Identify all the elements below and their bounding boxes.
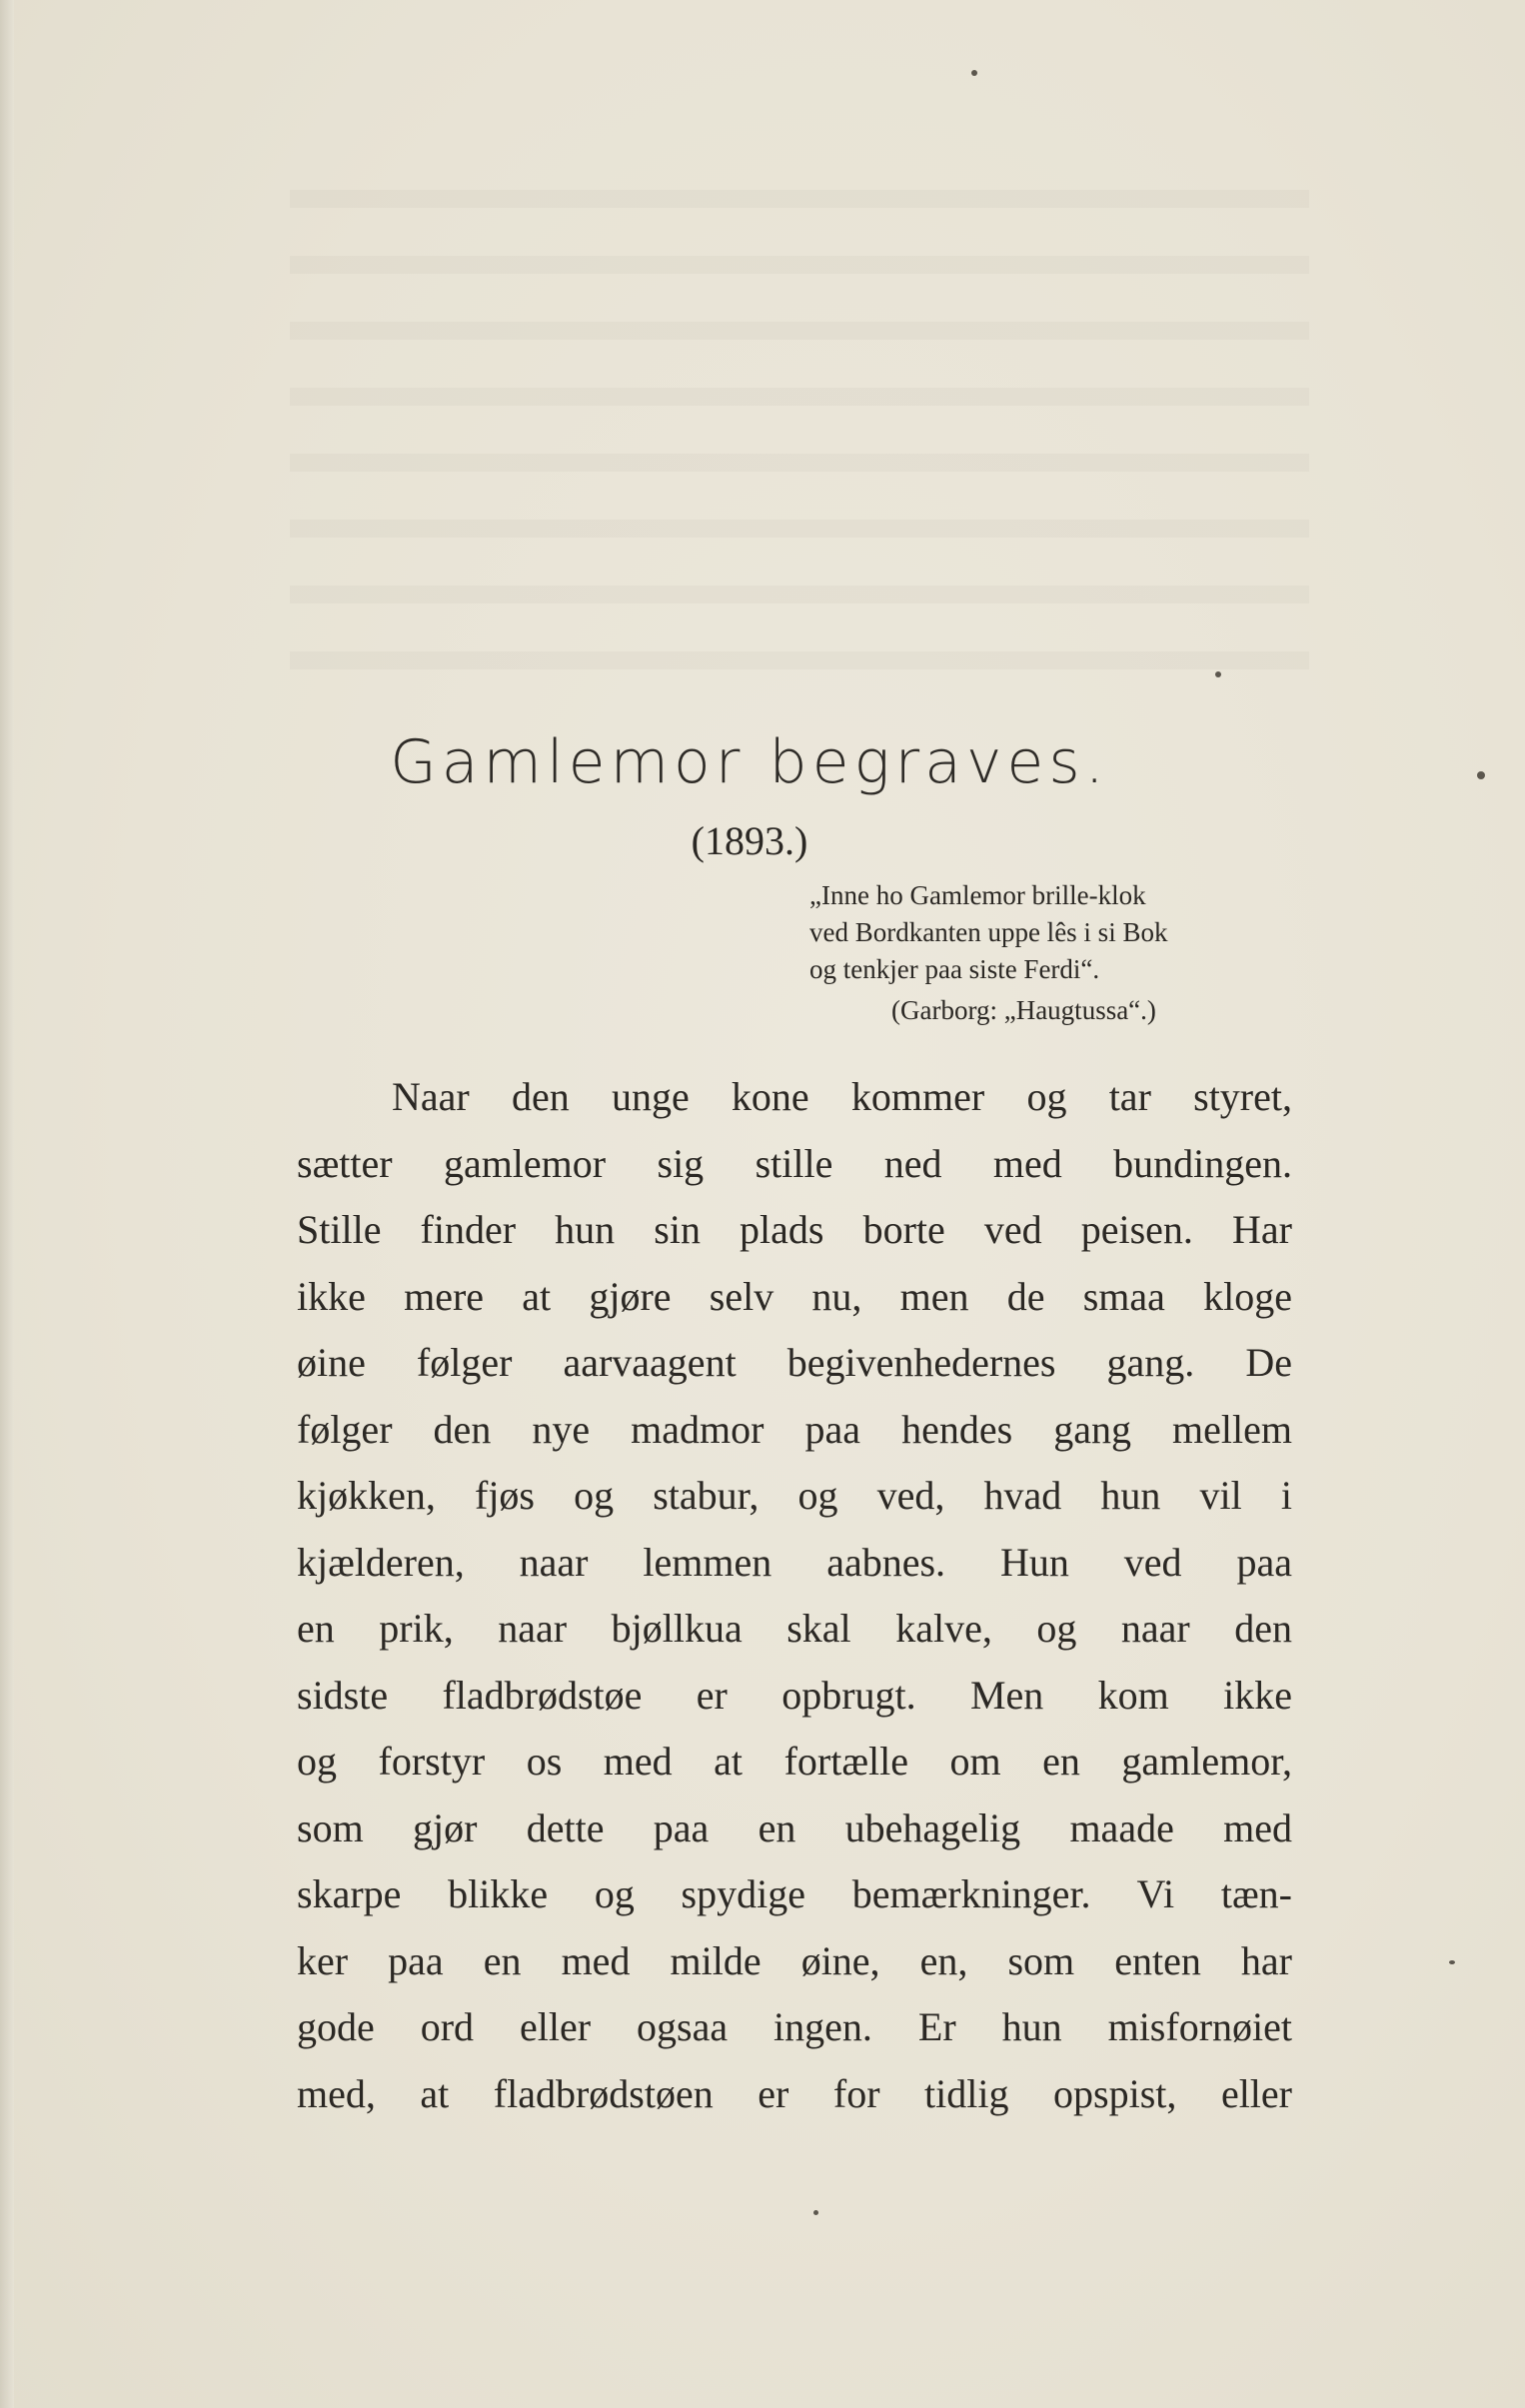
chapter-title: Gamlemor begraves. [390, 727, 1109, 797]
text-line: gode ord eller ogsaa ingen. Er hun misfornøiet [297, 2004, 1292, 2049]
text-line: Stille finder hun sin plads borte ved peisen. Har [297, 1207, 1292, 1252]
paper-speck [813, 2210, 818, 2215]
epigraph-attribution: (Garborg: „Haugtussa“.) [891, 995, 1156, 1025]
text-line: som gjør dette paa en ubehagelig maade med [297, 1805, 1292, 1850]
epigraph-line: og tenkjer paa siste Ferdi“. [809, 954, 1100, 984]
paper-speck [1477, 771, 1485, 779]
epigraph-line: ved Bordkanten uppe lês i si Bok [809, 917, 1168, 947]
text-line: Naar den unge kone kommer og tar styret, [392, 1074, 1292, 1119]
text-line: kjælderen, naar lemmen aabnes. Hun ved paa [297, 1539, 1292, 1585]
text-line: en prik, naar bjøllkua skal kalve, og naar den [297, 1606, 1292, 1651]
paper-speck [1215, 671, 1221, 677]
body-text [297, 1064, 1292, 2127]
text-line: kjøkken, fjøs og stabur, og ved, hvad hun vil i [297, 1473, 1292, 1518]
text-line: skarpe blikke og spydige bemærkninger. Vi tæn- [297, 1871, 1292, 1916]
epigraph [809, 877, 1299, 1029]
text-line: følger den nye madmor paa hendes gang mellem [297, 1406, 1292, 1452]
show-through-text [290, 190, 1309, 709]
text-line: sætter gamlemor sig stille ned med bundingen. [297, 1140, 1292, 1186]
text-line: med, at fladbrødstøen er for tidlig opspist, eller [297, 2070, 1292, 2116]
text-line: øine følger aarvaagent begivenhedernes gang. De [297, 1340, 1292, 1385]
text-line: sidste fladbrødstøe er opbrugt. Men kom ikke [297, 1672, 1292, 1718]
chapter-year: (1893.) [691, 818, 808, 863]
binding-edge [0, 0, 14, 2408]
paper-speck [971, 70, 977, 76]
paper-speck [1449, 1960, 1455, 1964]
text-line: ker paa en med milde øine, en, som enten har [297, 1937, 1292, 1983]
epigraph-line: „Inne ho Gamlemor brille-klok [809, 880, 1146, 910]
text-line: ikke mere at gjøre selv nu, men de smaa kloge [297, 1273, 1292, 1319]
text-line: og forstyr os med at fortælle om en gamlemor, [297, 1739, 1292, 1784]
